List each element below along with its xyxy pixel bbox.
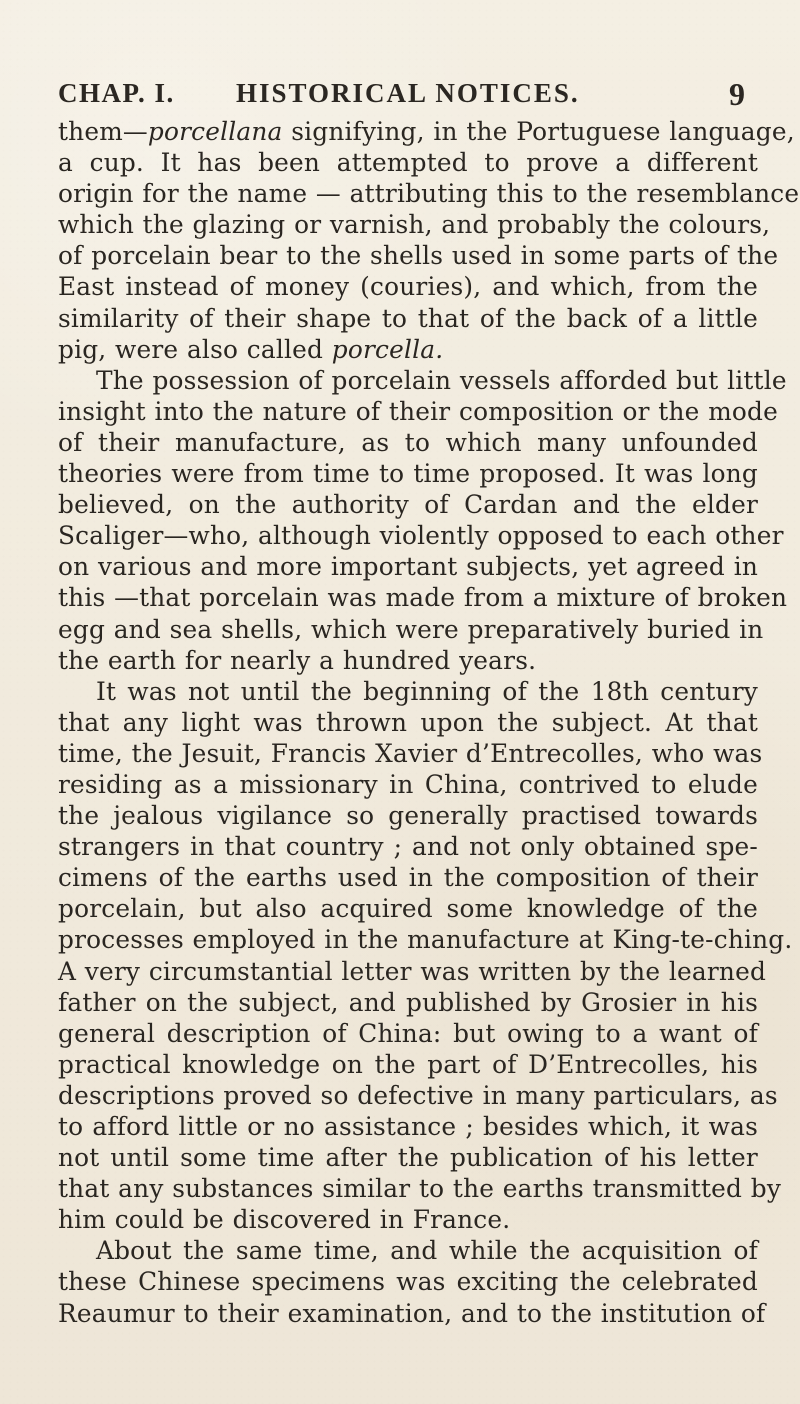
text-line [58,303,758,334]
text-line [58,1080,778,1111]
page-header [58,78,760,112]
text-segment: residing as a missionary in China, contrived to elude [58,769,758,799]
text-segment: East instead of money (couries), and which, from the [58,272,758,302]
text-segment: It was not until the beginning of the 18th century [96,676,758,706]
text-segment: porcelain, but also acquired some knowledge of the [58,894,758,924]
text-segment: the earth for nearly a hundred years. [58,645,537,675]
text-line [58,1018,758,1049]
text-line [58,147,758,178]
text-line [58,1266,758,1297]
text-segment: that any light was thrown upon the subject. At that [58,707,758,737]
text-line [58,178,800,209]
text-segment: signifying, in the Portuguese language, [282,117,795,146]
text-line [58,520,784,551]
text-line [58,240,779,271]
text-segment: which the glazing or varnish, and probably the colours, [58,210,771,240]
text-line [58,862,758,893]
text-segment: strangers in that country ; and not only obtained spe- [58,832,758,862]
text-line [58,1142,758,1173]
text-segment: Scaliger—who, although violently opposed to each other [58,521,784,551]
text-segment: on various and more important subjects, yet agreed in [58,552,758,582]
text-line [58,707,758,738]
text-line [58,458,758,489]
text-line [58,800,758,831]
text-segment: of porcelain bear to the shells used in some parts of the [58,241,779,271]
text-segment: believed, on the authority of Cardan and the elder [58,490,758,520]
text-segment: practical knowledge on the part of D’Entrecolles, his [58,1049,758,1079]
text-line [58,614,764,645]
text-line [58,1298,766,1329]
text-segment: egg and sea shells, which were preparatively buried in [58,614,764,644]
text-line [58,893,758,924]
text-segment: the jealous vigilance so generally practised towards [58,801,758,831]
text-segment: theories were from time to time proposed. It was long [58,459,758,489]
text-line [58,1173,782,1204]
text-segment: pig, were also called [58,334,332,364]
running-title: HISTORICAL NOTICES. [236,78,580,108]
text-line [58,956,767,987]
text-line [58,676,758,707]
text-segment: processes employed in the manufacture at King-te-ching. [58,925,793,955]
text-segment: Reaumur to their examination, and to the institution of [58,1298,766,1328]
text-line [58,1235,758,1266]
text-line [58,769,758,800]
chapter-label: CHAP. I. [58,78,175,108]
text-segment: similarity of their shape to that of the back of a little [58,303,758,333]
italic-text: porcellana [147,117,283,146]
italic-text: porcella. [331,334,444,364]
text-line [58,334,758,365]
text-segment: A very circumstantial letter was written by the learned [58,956,767,986]
text-segment: About the same time, and while the acquisition of [96,1236,758,1266]
text-line [58,645,758,676]
text-segment: them— [58,117,148,146]
text-line [58,365,787,396]
text-line [58,427,758,458]
text-line [58,1049,758,1080]
text-line [58,1204,758,1235]
text-segment: not until some time after the publication of his letter [58,1143,758,1173]
text-segment: a cup. It has been attempted to prove a different [58,148,758,178]
text-line [58,551,758,582]
text-line [58,831,758,862]
text-line [58,987,758,1018]
text-segment: general description of China: but owing to a want of [58,1018,758,1048]
text-line [58,271,758,302]
text-line [58,924,793,955]
text-segment: The possession of porcelain vessels afforded but little [96,365,787,395]
text-segment: to afford little or no assistance ; besides which, it was [58,1112,758,1141]
text-line [58,738,763,769]
text-segment: him could be discovered in France. [58,1205,511,1235]
body-text [58,116,800,1329]
text-line [58,209,771,240]
text-segment: origin for the name — attributing this to the resemblance [58,179,800,209]
text-line [58,1111,758,1142]
text-line [58,489,758,520]
text-segment: time, the Jesuit, Francis Xavier d’Entrecolles, who was [58,738,763,768]
text-line [58,396,778,427]
text-segment: descriptions proved so defective in many particulars, as [58,1080,778,1110]
text-segment: this —that porcelain was made from a mixture of broken [58,583,788,613]
text-segment: insight into the nature of their composition or the mode [58,396,778,426]
text-line [58,116,795,147]
text-segment: of their manufacture, as to which many unfounded [58,427,758,457]
text-segment: father on the subject, and published by Grosier in his [58,987,758,1017]
page-number: 9 [729,76,746,112]
text-segment: that any substances similar to the earths transmitted by [58,1174,782,1204]
text-segment: cimens of the earths used in the composition of their [58,863,758,893]
text-line [58,582,788,613]
text-segment: these Chinese specimens was exciting the celebrated [58,1267,758,1297]
